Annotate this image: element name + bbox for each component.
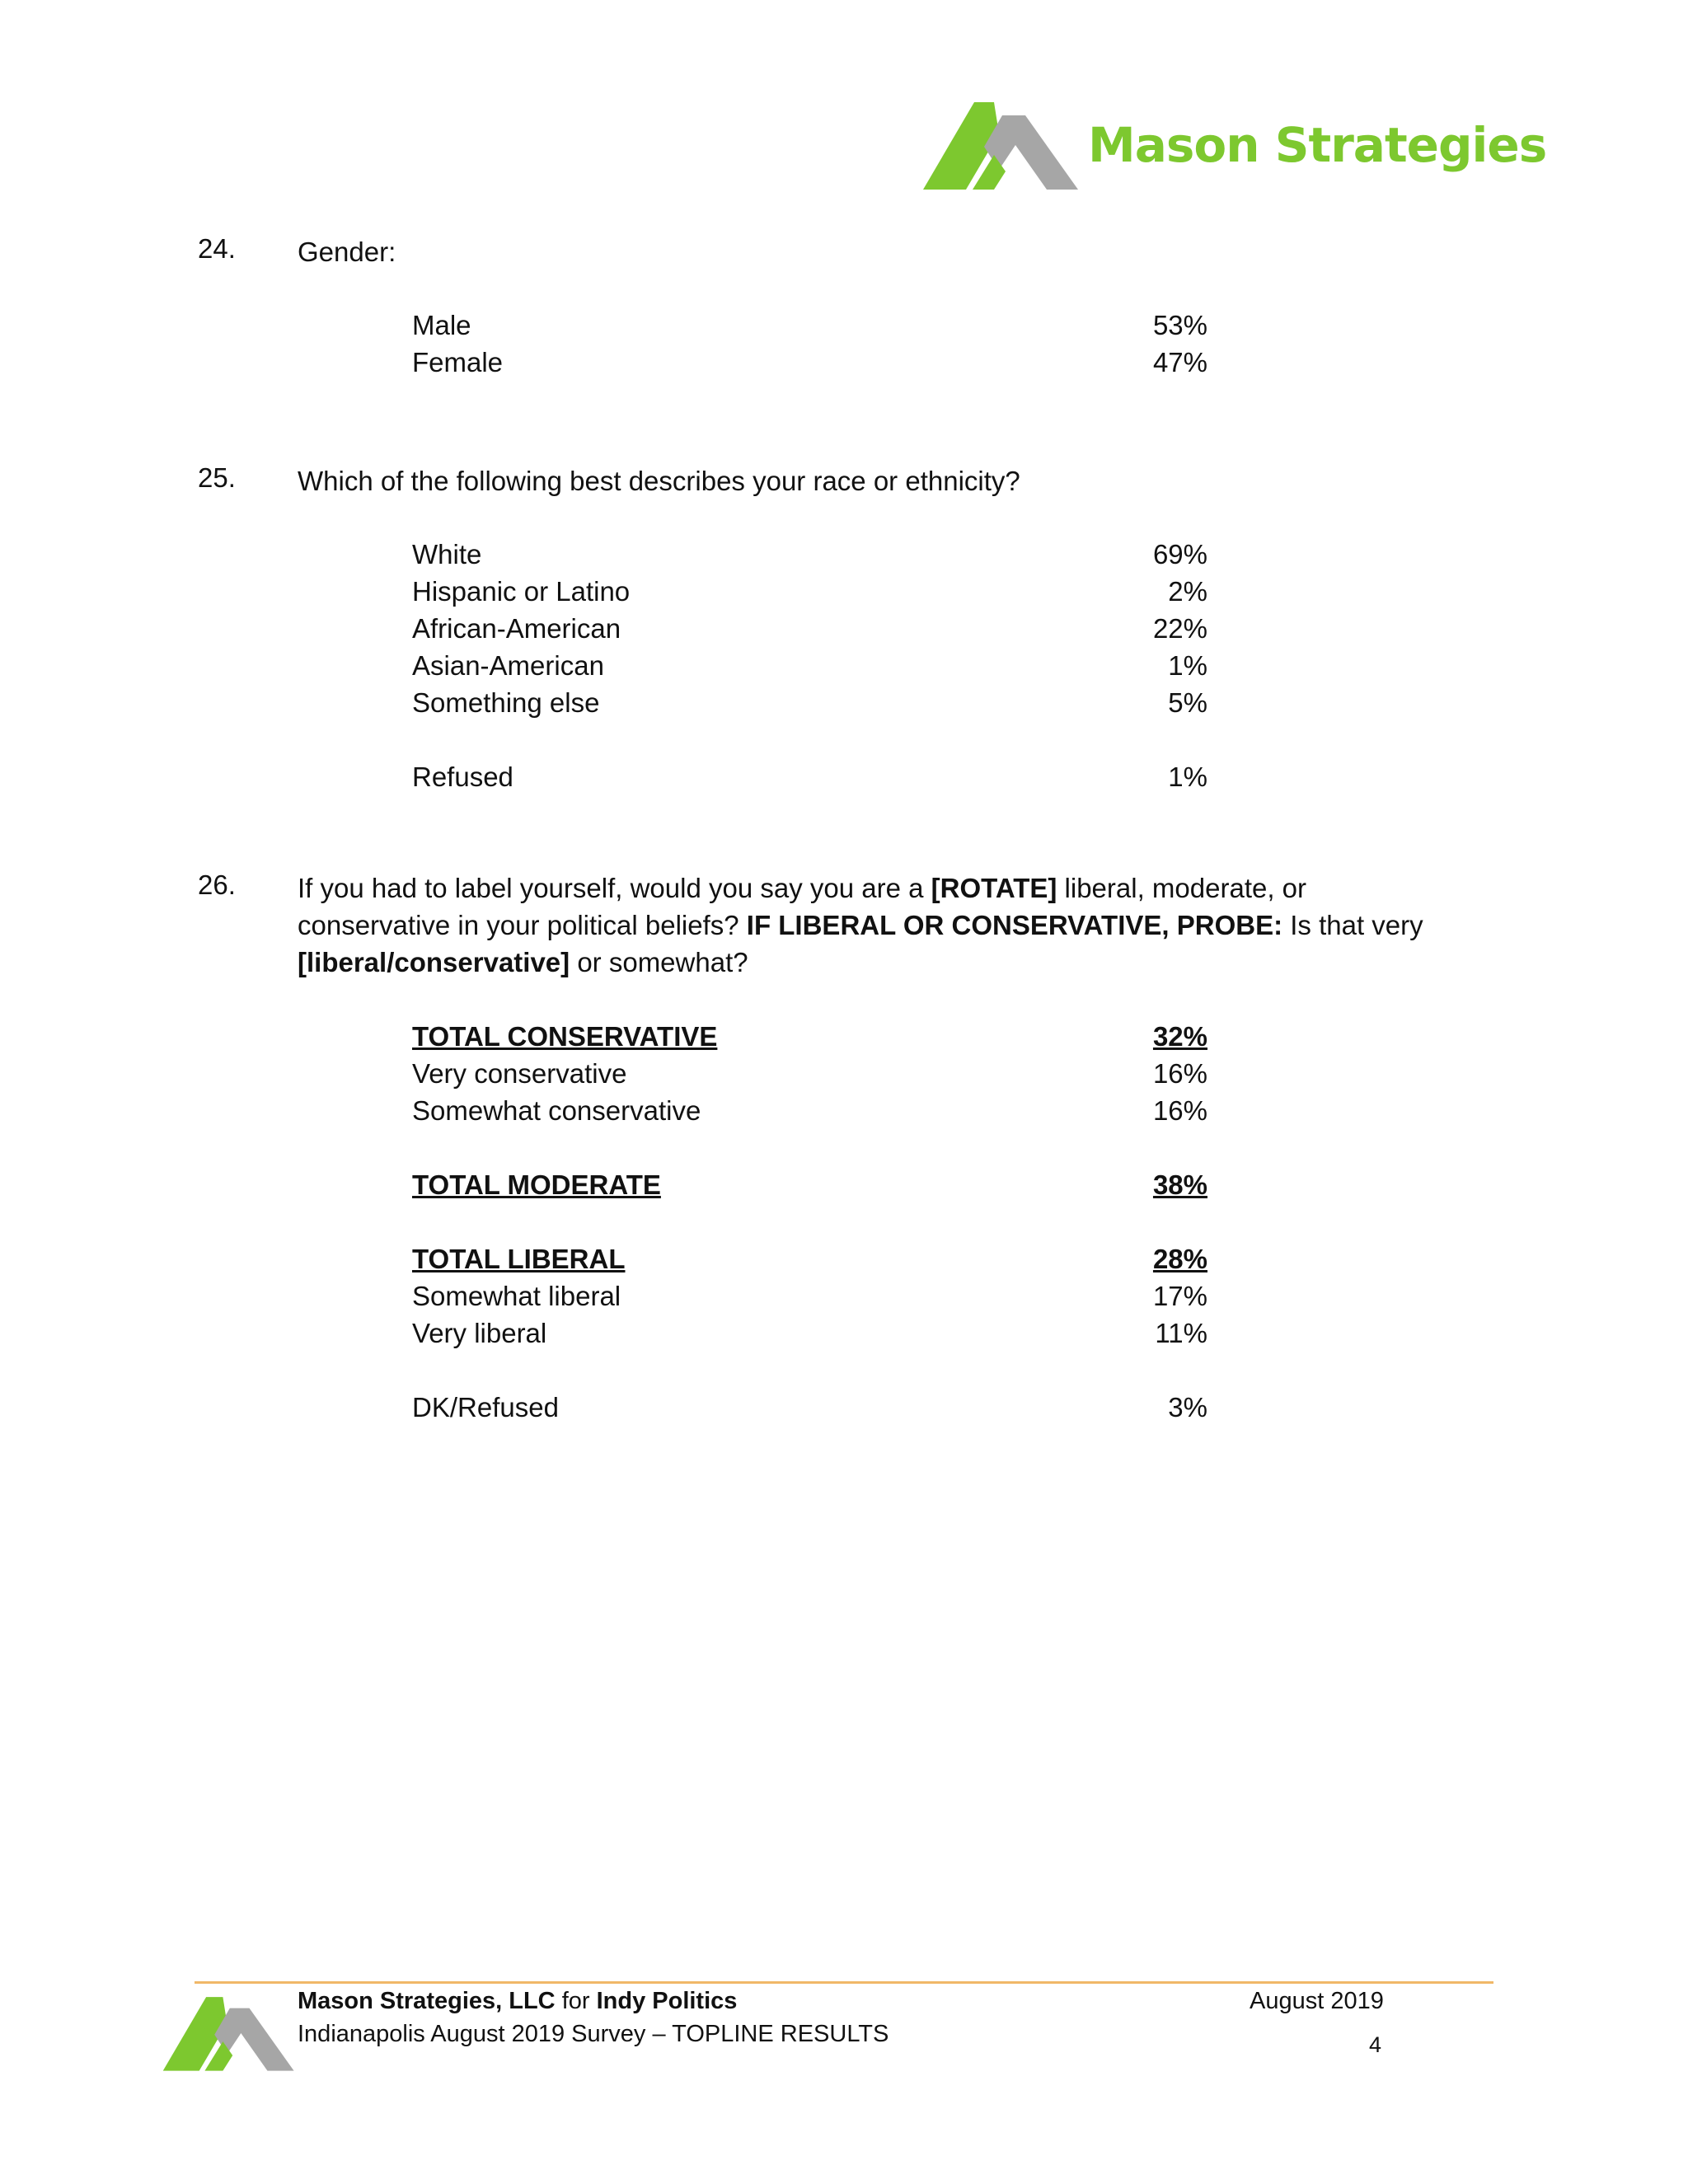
total-row	[412, 1018, 1207, 1055]
answer-value: 16%	[1152, 1095, 1207, 1126]
answer-row	[412, 610, 1207, 647]
answer-row	[412, 573, 1207, 610]
question-text-line: conservative in your political beliefs? IF LIBERAL OR CONSERVATIVE, PROBE: Is that very	[298, 910, 1423, 940]
total-row	[412, 1166, 1207, 1203]
probe-instruction: IF LIBERAL OR CONSERVATIVE, PROBE:	[746, 910, 1283, 940]
footer-company: Mason Strategies, LLC	[298, 1988, 556, 2014]
footer-credit	[298, 1988, 737, 2015]
footer-date: August 2019	[1250, 1988, 1384, 2014]
footer-subtitle: Indianapolis August 2019 Survey – TOPLINE RESULTS	[298, 2021, 889, 2047]
answer-label: Very liberal	[412, 1318, 547, 1348]
answer-value: 47%	[1152, 347, 1207, 377]
answer-label: Hispanic or Latino	[412, 576, 631, 607]
answer-value: 1%	[1168, 762, 1207, 792]
answer-label: African-American	[412, 613, 621, 644]
question-text-line: [liberal/conservative] or somewhat?	[298, 947, 748, 977]
rotate-instruction: [ROTATE]	[931, 873, 1057, 903]
answer-label: TOTAL CONSERVATIVE	[412, 1021, 718, 1052]
answer-value: 53%	[1152, 310, 1207, 340]
answer-label: DK/Refused	[412, 1392, 559, 1422]
answer-label: Something else	[412, 687, 600, 718]
probe-option: [liberal/conservative]	[298, 947, 570, 977]
answer-row	[412, 684, 1207, 721]
answer-value: 22%	[1152, 613, 1207, 644]
footer-divider	[195, 1981, 1493, 1984]
answer-row	[412, 1315, 1207, 1352]
question-text: Which of the following best describes your race or ethnicity?	[298, 466, 1020, 496]
question-text	[298, 869, 1451, 981]
answer-label: TOTAL LIBERAL	[412, 1244, 626, 1274]
answer-value: 16%	[1152, 1058, 1207, 1089]
answer-label: Asian-American	[412, 650, 604, 681]
question-text: Gender:	[298, 237, 396, 267]
answer-row	[412, 536, 1207, 573]
question-number: 26.	[198, 869, 236, 900]
brand-name: Mason Strategies	[1088, 117, 1547, 173]
answer-label: Female	[412, 347, 504, 377]
answer-value: 1%	[1168, 650, 1207, 681]
footer-for: for	[561, 1988, 590, 2014]
answer-label: TOTAL MODERATE	[412, 1169, 661, 1200]
answer-row	[412, 758, 1207, 795]
answer-row	[412, 1277, 1207, 1315]
answer-value: 17%	[1152, 1281, 1207, 1311]
answer-value: 28%	[1152, 1244, 1207, 1274]
mason-strategies-logo-icon	[923, 97, 1080, 193]
answer-label: Refused	[412, 762, 513, 792]
answer-label: Somewhat liberal	[412, 1281, 621, 1311]
question-number: 25.	[198, 462, 236, 493]
footer-logo-icon	[162, 1993, 297, 2074]
answer-value: 11%	[1155, 1318, 1207, 1348]
answer-label: White	[412, 539, 482, 569]
answer-value: 3%	[1168, 1392, 1207, 1422]
answer-value: 5%	[1168, 687, 1207, 718]
answer-label: Male	[412, 310, 471, 340]
footer-client: Indy Politics	[596, 1988, 738, 2014]
answer-value: 2%	[1168, 576, 1207, 607]
answer-row	[412, 647, 1207, 684]
answer-row	[412, 1092, 1207, 1129]
question-text-line: If you had to label yourself, would you say you are a [ROTATE] liberal, moderate, or	[298, 873, 1307, 903]
answer-label: Somewhat conservative	[412, 1095, 701, 1126]
answer-row	[412, 1055, 1207, 1092]
answer-label: Very conservative	[412, 1058, 627, 1089]
answer-row	[412, 1389, 1207, 1426]
answer-row	[412, 344, 1207, 381]
answer-value: 32%	[1152, 1021, 1207, 1052]
answer-row	[412, 307, 1207, 344]
answer-value: 69%	[1152, 539, 1207, 569]
answer-value: 38%	[1152, 1169, 1207, 1200]
page-number: 4	[1369, 2032, 1382, 2057]
question-number: 24.	[198, 233, 236, 264]
total-row	[412, 1240, 1207, 1277]
